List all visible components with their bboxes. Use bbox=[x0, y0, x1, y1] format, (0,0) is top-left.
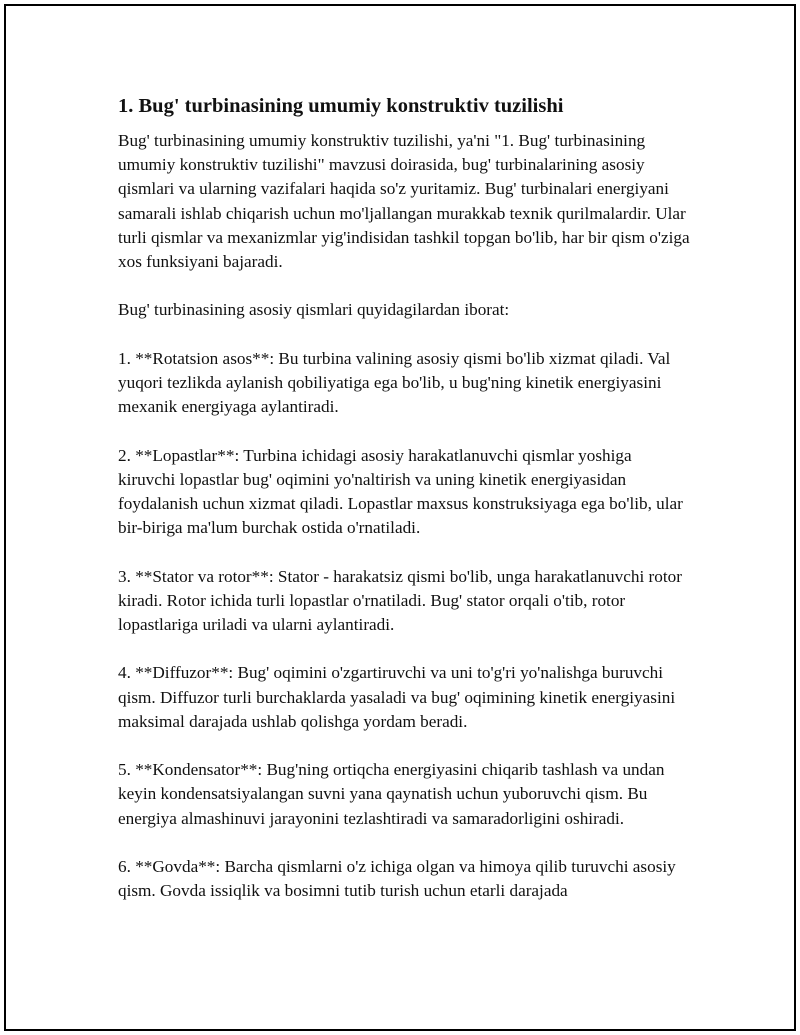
item-lopastlar: 2. **Lopastlar**: Turbina ichidagi asosiy harakatlanuvchi qismlar yoshiga kiruvchi lopastlar bug' oqimini yo'naltirish va uning kinetik energiyasidan foydalanish uchun xizmat qiladi. Lopastlar maxsus konstruksiyaga ega bo'lib, ular bir-biriga ma'lum burchak ostida o'rnatiladi. bbox=[118, 445, 683, 538]
item-stator-rotor: 3. **Stator va rotor**: Stator - harakatsiz qismi bo'lib, unga harakatlanuvchi rotor kiradi. Rotor ichida turli lopastlar o'rnatiladi. Bug' stator orqali o'tib, rotor lopastlariga uriladi va ularni aylantiradi. bbox=[118, 566, 682, 634]
document-title: 1. Bug' turbinasining umumiy konstruktiv tuzilishi bbox=[118, 95, 564, 117]
intro-paragraph: Bug' turbinasining umumiy konstruktiv tuzilishi, ya'ni "1. Bug' turbinasining umumiy konstruktiv tuzilishi" mavzusi doirasida, bug' turbinalarining asosiy qismlari va ularning vazifalari haqida so'z yuritamiz. Bug' turbinalari energiyani samarali ishlab chiqarish uchun mo'ljallangan murakkab texnik qurilmalardir. Ular turli qismlar va mexanizmlar yig'indisidan tashkil topgan bo'lib, har bir qism o'ziga xos funksiyani bajaradi. bbox=[118, 131, 690, 272]
item-rotatsion-asos: 1. **Rotatsion asos**: Bu turbina valining asosiy qismi bo'lib xizmat qiladi. Val yuqori tezlikda aylanish qobiliyatiga ega bo'lib, u bug'ning kinetik energiyasini mexanik energiyaga aylantiradi. bbox=[118, 348, 671, 417]
document-body bbox=[118, 93, 693, 928]
item-govda: 6. **Govda**: Barcha qismlarni o'z ichiga olgan va himoya qilib turuvchi asosiy qism. Govda issiqlik va bosimni tutib turish uchun etarli darajada bbox=[118, 856, 676, 901]
item-kondensator: 5. **Kondensator**: Bug'ning ortiqcha energiyasini chiqarib tashlash va undan keyin kondensatsiyalangan suvni yana qaynatish uchun yuboruvchi qism. Bu energiya almashinuvi jarayonini tezlashtiradi va samaradorligini oshiradi. bbox=[118, 760, 665, 828]
item-diffuzor: 4. **Diffuzor**: Bug' oqimini o'zgartiruvchi va uni to'g'ri yo'nalishga buruvchi qism. Diffuzor turli burchaklarda yasaladi va bug' oqimining kinetik energiyasini maksimal darajada ushlab qolishga yordam beradi. bbox=[118, 663, 676, 731]
parts-intro-paragraph: Bug' turbinasining asosiy qismlari quyidagilardan iborat: bbox=[118, 300, 510, 320]
